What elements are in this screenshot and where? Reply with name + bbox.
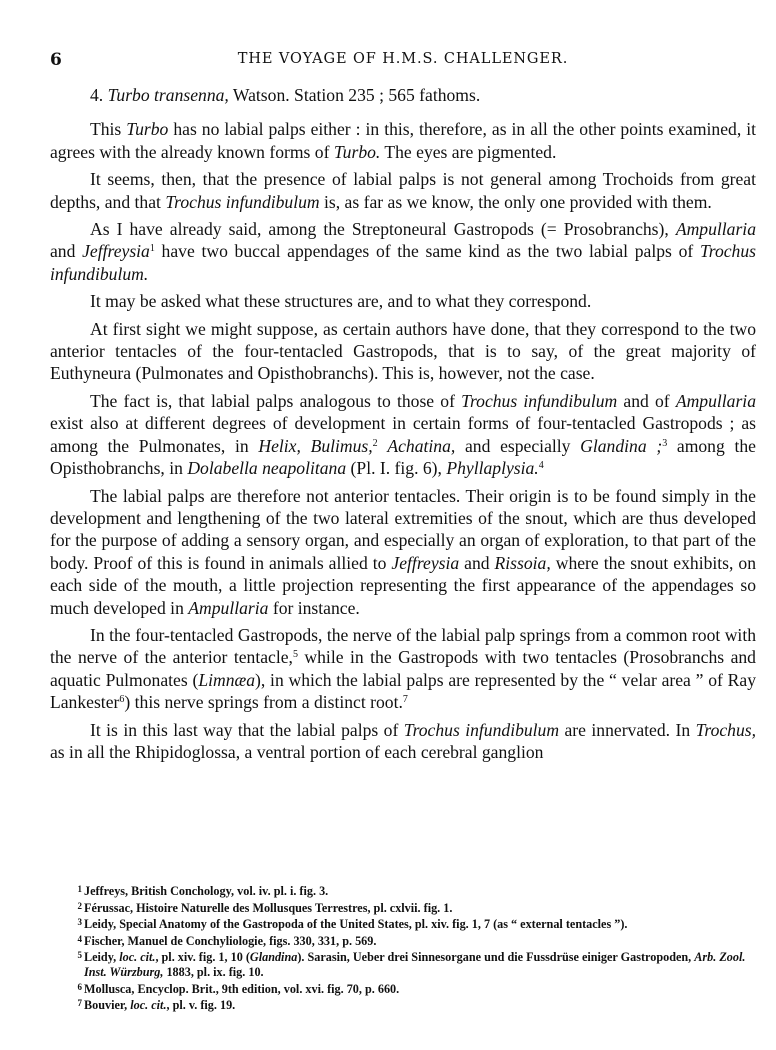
paragraph: The labial palps are therefore not anterior tentacles. Their origin is to be found simply in the development and lengthening of the two lateral extremities of the snout, which are thus developed for the purpose of adding a sensory organ, and especially an organ of exploration, to that part of the body. Proof of this is found in animals allied to Jeffreysia and Rissoia, where the snout exhibits, on each side of the mouth, a little projection representing the first appearance of the appendages so much developed in Ampullaria for instance. bbox=[50, 485, 756, 618]
paragraph: In the four-tentacled Gastropods, the nerve of the labial palp springs from a common root with the nerve of the anterior tentacle,$^5$ while in the Gastropods with two tentacles (Prosobranchs and aquatic Pulmonates (Limnæa), in which the labial palps are represented by the “ velar area ” of Ray Lankester$^6$) this nerve springs from a distinct root.$^7$ bbox=[50, 624, 756, 713]
page-number: 6 bbox=[50, 50, 62, 70]
footnote-number: 5 bbox=[77, 950, 82, 961]
footnote bbox=[60, 980, 760, 997]
footnote-text: Leidy, loc. cit., pl. xiv. fig. 1, 10 (Glandina). Sarasin, Ueber drei Sinnesorgane und die Fussdrüse einiger Gastropoden, Arb. Zool. Inst. Würzburg, 1883, pl. ix. fig. 10. bbox=[84, 950, 746, 979]
footnote bbox=[60, 932, 760, 949]
footnote bbox=[60, 915, 760, 932]
footnote bbox=[60, 996, 760, 1013]
running-title: THE VOYAGE OF H.M.S. CHALLENGER. bbox=[237, 51, 569, 67]
footnote bbox=[60, 882, 760, 899]
footnote-number: 6 bbox=[77, 981, 82, 992]
footnote-number: 4 bbox=[77, 933, 82, 944]
paragraph: As I have already said, among the Streptoneural Gastropods (= Prosobranchs), Ampullaria and Jeffreysia$^1$ have two buccal appendages of the same kind as the two labial palps of Trochus infundibulum. bbox=[50, 219, 756, 284]
footnote-text: Mollusca, Encyclop. Brit., 9th edition, vol. xvi. fig. 70, p. 660. bbox=[84, 981, 400, 996]
footnote bbox=[60, 948, 760, 979]
footnotes bbox=[60, 882, 760, 1013]
footnote-text: Fischer, Manuel de Conchyliologie, figs. 330, 331, p. 569. bbox=[84, 933, 377, 948]
paragraph: At first sight we might suppose, as certain authors have done, that they correspond to the two anterior tentacles of the four-tentacled Gastropods, that is to say, of the great majority of Euthyneura (Pulmonates and Opisthobranchs). This is, however, not the case. bbox=[50, 318, 756, 384]
paragraph: 4. Turbo transenna, Watson. Station 235 ; 565 fathoms. bbox=[90, 85, 481, 105]
paragraph: It may be asked what these structures are, and to what they correspond. bbox=[90, 291, 592, 312]
footnote-text: Jeffreys, British Conchology, vol. iv. pl. i. fig. 3. bbox=[84, 884, 329, 898]
footnote-number: 3 bbox=[77, 917, 82, 928]
body-text bbox=[50, 84, 756, 768]
paragraph: It is in this last way that the labial palps of Trochus infundibulum are innervated. In Trochus, as in all the Rhipidoglossa, a ventral portion of each cerebral ganglion bbox=[50, 719, 757, 762]
footnote bbox=[60, 899, 760, 916]
footnote-number: 1 bbox=[77, 884, 82, 894]
paragraph: This Turbo has no labial palps either : in this, therefore, as in all the other points examined, it agrees with the already known forms of Turbo. The eyes are pigmented. bbox=[50, 119, 756, 162]
footnote-text: Bouvier, loc. cit., pl. v. fig. 19. bbox=[84, 998, 236, 1013]
footnote-number: 2 bbox=[77, 900, 82, 911]
footnote-text: Férussac, Histoire Naturelle des Mollusques Terrestres, pl. cxlvii. fig. 1. bbox=[84, 900, 453, 915]
footnote-text: Leidy, Special Anatomy of the Gastropoda of the United States, pl. xiv. fig. 1, 7 (as “ external tentacles ”). bbox=[84, 917, 628, 932]
page-header bbox=[50, 50, 756, 72]
paragraph: The fact is, that labial palps analogous to those of Trochus infundibulum and of Ampullaria exist also at different degrees of development in certain forms of four-tentacled Gastropods ; as among the Pulmonates, in Helix, Bulimus,$^2$ Achatina, and especially Glandina ;$^3$ among the Opisthobranchs, in Dolabella neapolitana (Pl. I. fig. 6), Phyllaplysia.$^4$ bbox=[50, 390, 756, 479]
footnote-number: 7 bbox=[77, 998, 82, 1009]
paragraph: It seems, then, that the presence of labial palps is not general among Trochoids from great depths, and that Trochus infundibulum is, as far as we know, the only one provided with them. bbox=[50, 169, 756, 212]
